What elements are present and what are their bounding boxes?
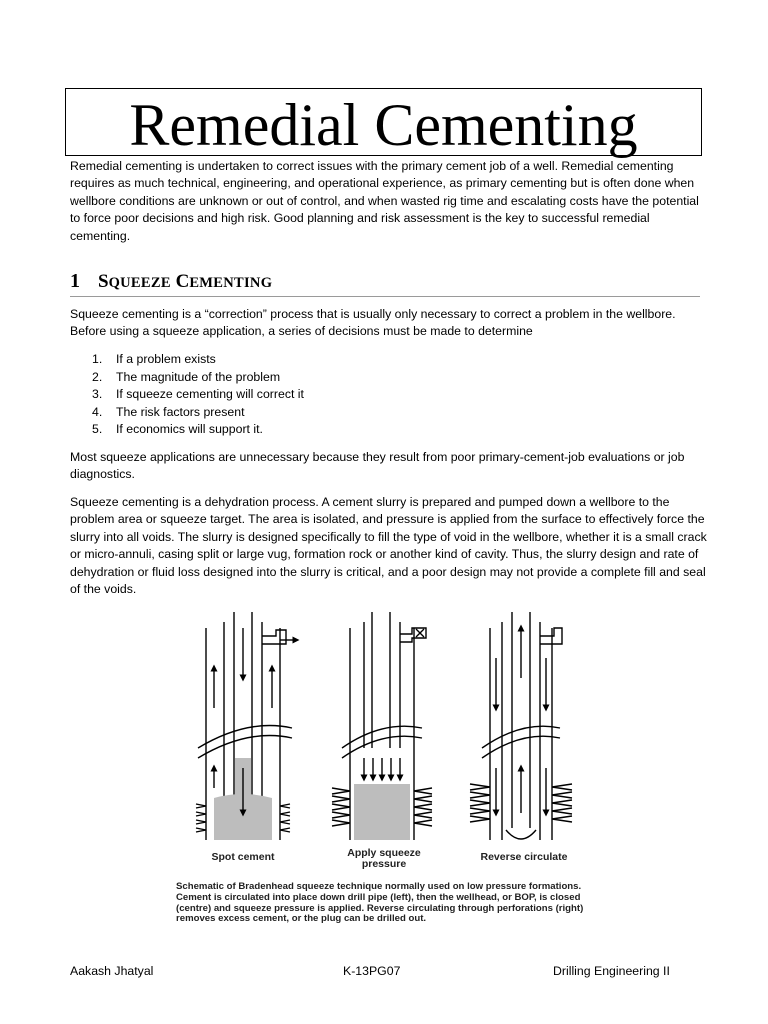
list-item: [92, 386, 304, 404]
label-apply-squeeze-1: Apply squeeze: [347, 847, 421, 859]
list-number: 4.: [92, 404, 103, 419]
intro-paragraph: Remedial cementing is undertaken to correct issues with the primary cement job of a well. Remedial cementing requires as much technical, engineering, and operational experience, as primary cementing but is often done when wellbore conditions are unknown or out of control, and when wasted rig time and escalating costs have the potential to force poor decisions and high risk. Good planning and risk assessment is the key to successful remedial cementing.: [70, 159, 699, 243]
list-text: If a problem exists: [116, 352, 216, 366]
section-title-rest-2: EMENTING: [189, 275, 273, 291]
list-item: [92, 369, 304, 387]
label-spot-cement: Spot cement: [211, 851, 275, 863]
list-number: 1.: [92, 352, 103, 366]
footer-course: Drilling Engineering II: [553, 964, 670, 978]
list-text: The magnitude of the problem: [116, 369, 281, 384]
most-squeeze-paragraph: Most squeeze applications are unnecessary because they result from poor primary-cement-job evaluations or job diagnostics.: [70, 450, 685, 482]
reverse-circulate-diagram: [470, 612, 572, 840]
list-number: 5.: [92, 422, 103, 437]
section-title-rest-1: QUEEZE: [108, 275, 171, 291]
squeeze-intro-paragraph: Squeeze cementing is a “correction” process that is usually only necessary to correct a problem in the wellbore. Before using a squeeze application, a series of decisions must be made to determine: [70, 307, 676, 339]
apply-squeeze-diagram: [332, 612, 432, 840]
label-reverse-circulate: Reverse circulate: [480, 851, 568, 863]
label-apply-squeeze-2: pressure: [361, 858, 407, 870]
footer-author: Aakash Jhatyal: [70, 964, 154, 978]
footer-roll-number: K-13PG07: [343, 964, 401, 978]
list-item: [92, 404, 304, 422]
bradenhead-squeeze-figure: [168, 608, 608, 880]
section-heading: [70, 270, 700, 297]
dehydration-paragraph: Squeeze cementing is a dehydration process. A cement slurry is prepared and pumped down a wellbore to the problem area or squeeze target. The area is isolated, and pressure is applied from the surface to effectively force the slurry into all voids. The slurry is designed specifically to fill the type of void in the wellbore, whether it is a small crack or micro-annuli, casing split or large vug, formation rock or another kind of cavity. Thus, the slurry design and rate of dehydration or fluid loss designed into the slurry is critical, and a poor design may not provide a complete fill and seal of the voids.: [70, 495, 707, 597]
spot-cement-diagram: [196, 612, 296, 840]
section-title-cap-2: C: [175, 271, 190, 292]
list-text: If squeeze cementing will correct it: [116, 387, 304, 402]
list-item: [92, 421, 304, 439]
list-number: 2.: [92, 369, 103, 384]
section-number: 1: [70, 270, 80, 292]
page-title: Remedial Cementing: [129, 92, 638, 158]
title-box: [65, 88, 702, 156]
figure-caption: Schematic of Bradenhead squeeze technique normally used on low pressure formations. Cement is circulated into place down drill pipe (left), then the wellhead, or BOP, is closed (centre) and squeeze pressure is applied. Reverse circulating through perforations (right) removes excess cement, or the plug can be drilled out.: [176, 881, 584, 925]
list-number: 3.: [92, 387, 103, 402]
decision-list: [92, 351, 304, 439]
list-text: If economics will support it.: [116, 422, 263, 437]
list-item: [92, 351, 304, 369]
list-text: The risk factors present: [116, 404, 245, 419]
section-title-cap-1: S: [98, 271, 109, 292]
